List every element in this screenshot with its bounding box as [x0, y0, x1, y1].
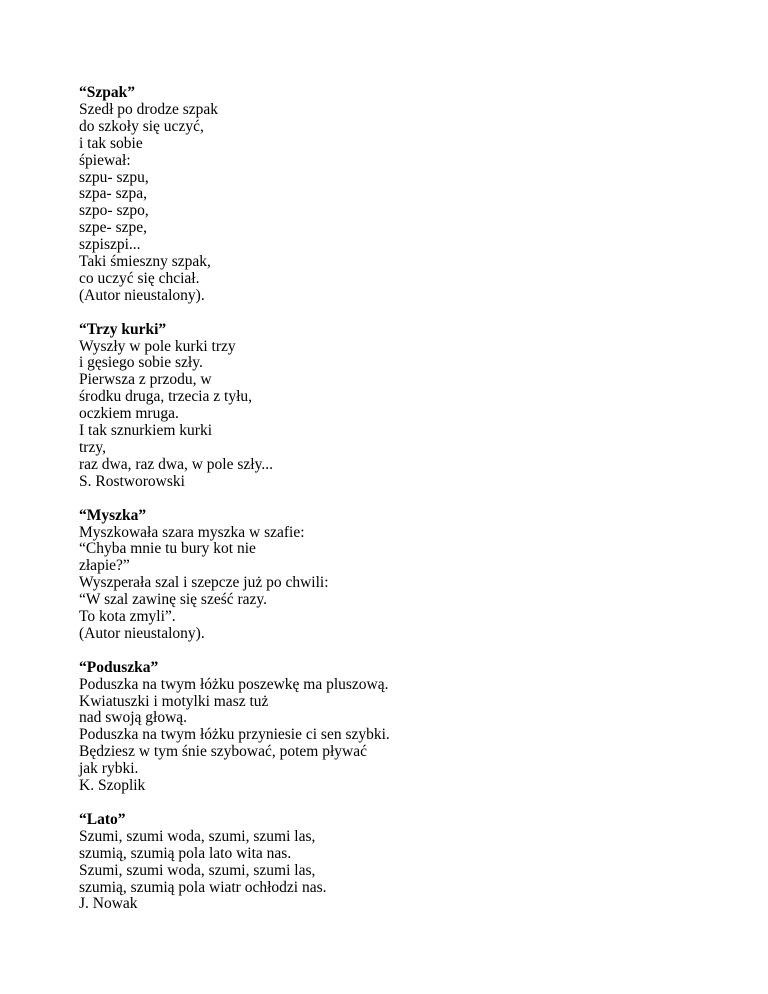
poem-line: raz dwa, raz dwa, w pole szły...	[79, 455, 273, 473]
poem-line: “Chyba mnie tu bury kot nie	[79, 540, 256, 558]
poem-line: Myszkowała szara myszka w szafie:	[79, 523, 305, 541]
poem-line: złapie?”	[79, 557, 130, 575]
poem-line: szpe- szpe,	[79, 219, 147, 237]
poem-author: S. Rostworowski	[79, 472, 185, 490]
poem-line: i tak sobie	[79, 134, 143, 152]
poem-line: szumią, szumią pola wiatr ochłodzi nas.	[79, 878, 327, 896]
poem-line: Szumi, szumi woda, szumi, szumi las,	[79, 827, 316, 845]
poem-title: “Trzy kurki”	[79, 320, 167, 338]
poem-title: “Szpak”	[79, 84, 135, 101]
poem-line: szpa- szpa,	[79, 185, 147, 203]
poem-line: Pierwsza z przodu, w	[79, 371, 212, 389]
poem-line: środku druga, trzecia z tyłu,	[79, 388, 253, 406]
poem-line: śpiewał:	[79, 151, 131, 169]
poem-line: szpiszpi...	[79, 236, 141, 254]
poem-author: (Autor nieustalony).	[79, 624, 205, 642]
poem-title: “Myszka”	[79, 506, 147, 524]
poem-line: trzy,	[79, 439, 106, 457]
poem-author: K. Szoplik	[79, 777, 146, 795]
poem-line: do szkoły się uczyć,	[79, 117, 204, 135]
poem-line: To kota zmyli”.	[79, 608, 176, 626]
poem-line: Wyszły w pole kurki trzy	[79, 337, 236, 355]
document-page	[79, 85, 719, 930]
poem-lato	[79, 812, 719, 913]
poem-title: “Lato”	[79, 810, 126, 828]
poem-line: Kwiatuszki i motylki masz tuż	[79, 692, 269, 710]
poem-line: Poduszka na twym łóżku przyniesie ci sen szybki.	[79, 726, 390, 744]
poem-line: “W szal zawinę się sześć razy.	[79, 591, 268, 609]
poem-title: “Poduszka”	[79, 658, 159, 676]
poem-line: Szumi, szumi woda, szumi, szumi las,	[79, 861, 316, 879]
poem-line: szpo- szpo,	[79, 202, 149, 220]
poem-line: Szedł po drodze szpak	[79, 100, 219, 118]
poem-trzy-kurki	[79, 322, 719, 491]
poem-line: Taki śmieszny szpak,	[79, 253, 211, 271]
poem-szpak	[79, 85, 719, 305]
poem-author: J. Nowak	[79, 895, 138, 913]
poem-line: i gęsiego sobie szły.	[79, 354, 203, 372]
poem-myszka	[79, 508, 719, 643]
poem-line: Wyszperała szal i szepcze już po chwili:	[79, 574, 329, 592]
poem-line: co uczyć się chciał.	[79, 269, 200, 287]
poem-line: szumią, szumią pola lato wita nas.	[79, 844, 292, 862]
poem-line: jak rybki.	[79, 760, 139, 778]
poem-author: (Autor nieustalony).	[79, 286, 205, 304]
poem-line: szpu- szpu,	[79, 168, 149, 186]
poem-poduszka	[79, 660, 719, 795]
poem-line: Będziesz w tym śnie szybować, potem pływać	[79, 743, 367, 761]
poem-line: nad swoją głową.	[79, 709, 188, 727]
poem-line: oczkiem mruga.	[79, 405, 179, 423]
poem-line: Poduszka na twym łóżku poszewkę ma pluszową.	[79, 675, 389, 693]
poem-line: I tak sznurkiem kurki	[79, 422, 213, 440]
